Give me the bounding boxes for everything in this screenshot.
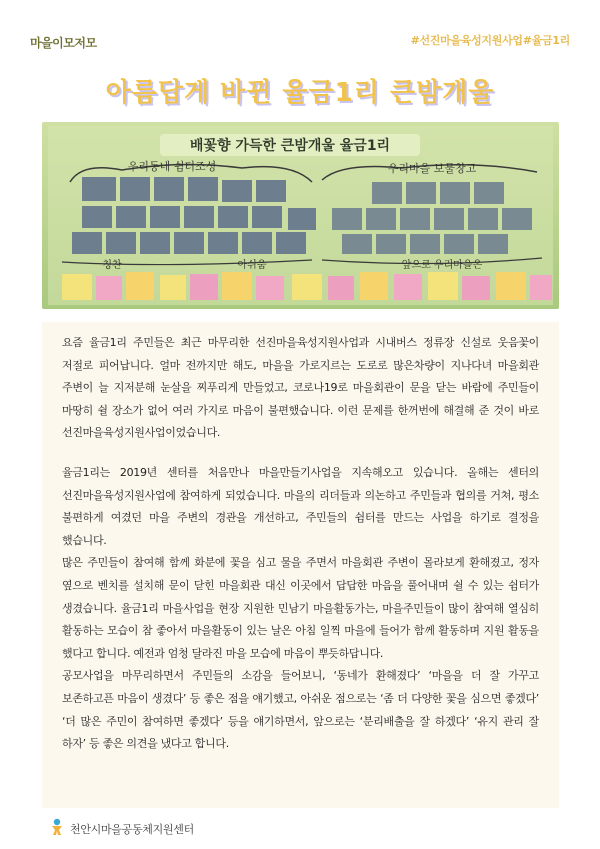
hashtags: #선진마을육성지원사업#율금1리: [410, 34, 570, 47]
board-left-section: 우리동네 쉼터조성: [127, 160, 217, 173]
paragraph-3: 많은 주민들이 참여해 함께 화분에 꽃을 심고 물을 주면서 마을회관 주변이 몰라보게 환해졌고, 정자 옆으로 벤치를 설치해 문이 닫힌 마을회관 대신 이곳에서 답답한 마음을 풀어내며 쉴 수 있는 쉼터가 생겼습니다. 율금1리 마을사업을 현장 지원한 민남기 마을활동가는, 마을주민들이 많이 참여해 열심히 활동하는 모습이 참 좋아서 마을활동이 있는 날은 아침 일찍 마을에 들어가 함께 활동하며 지원 활동을 했다고 합니다. 예전과 엄청 달라진 마을 모습에 마음이 뿌듯하답니다.: [62, 556, 539, 660]
village-board-photo: [42, 122, 559, 309]
org-name: 천안시마을공동체지원센터: [70, 823, 194, 836]
paragraph-4: 공모사업을 마무리하면서 주민들의 소감을 들어보니, ‘동네가 환해졌다’ ‘마을을 더 잘 가꾸고 보존하고픈 마음이 생겼다’ 등 좋은 점을 얘기했고, 아쉬운 점으로는 ‘좀 더 다양한 꽃을 심으면 좋겠다’ ‘더 많은 주민이 참여하면 좋겠다’ 등을 얘기하면서, 앞으로는 ‘분리배출을 잘 하겠다’ ‘유지 관리 잘 하자’ 등 좋은 의견을 냈다고 합니다.: [62, 669, 539, 751]
board-bottom-left: 칭찬: [102, 260, 122, 271]
board-bottom-middle: 아쉬움: [237, 260, 267, 271]
paragraph-2: 율금1리는 2019년 센터를 처음만나 마을만들기사업을 지속해오고 있습니다. 올해는 센터의 선진마을육성지원사업에 참여하게 되었습니다. 마을의 리더들과 의논하고 주민들과 협의를 거쳐, 평소 불편하게 여겼던 마을 주변의 경관을 개선하고, 주민들의 쉼터를 만드는 사업을 하기로 결정을 했습니다.: [62, 465, 539, 547]
article-body: [42, 322, 559, 808]
board-bottom-right: 앞으로 우리마을은: [401, 260, 483, 271]
board-right-section: 우리마을 보물창고: [387, 162, 477, 175]
brand-label: 마을이모저모: [30, 36, 97, 50]
page-title: 아름답게 바뀐 율금1리 큰밤개울: [105, 78, 495, 108]
footer: [50, 818, 194, 840]
board-title: 배꽃향 가득한 큰밤개울 율금1리: [189, 138, 391, 154]
paragraph-1: 요즘 율금1리 주민들은 최근 마무리한 선진마을육성지원사업과 시내버스 정류장 신설로 웃음꽃이 저절로 피어납니다. 얼마 전까지만 해도, 마을을 가로지르는 도로로 많은차량이 지나다녀 마을회관 주변이 늘 지저분해 눈살을 찌푸리게 만들었고, 코로나19로 마을회관이 문을 닫는 바람에 주민들이 마땅히 쉴 장소가 없어 여러 가지로 마음이 불편했습니다. 이런 문제를 한꺼번에 해결해 준 것이 바로 선진마을육성지원사업이었습니다.: [62, 336, 539, 440]
person-logo-icon: [50, 818, 64, 840]
